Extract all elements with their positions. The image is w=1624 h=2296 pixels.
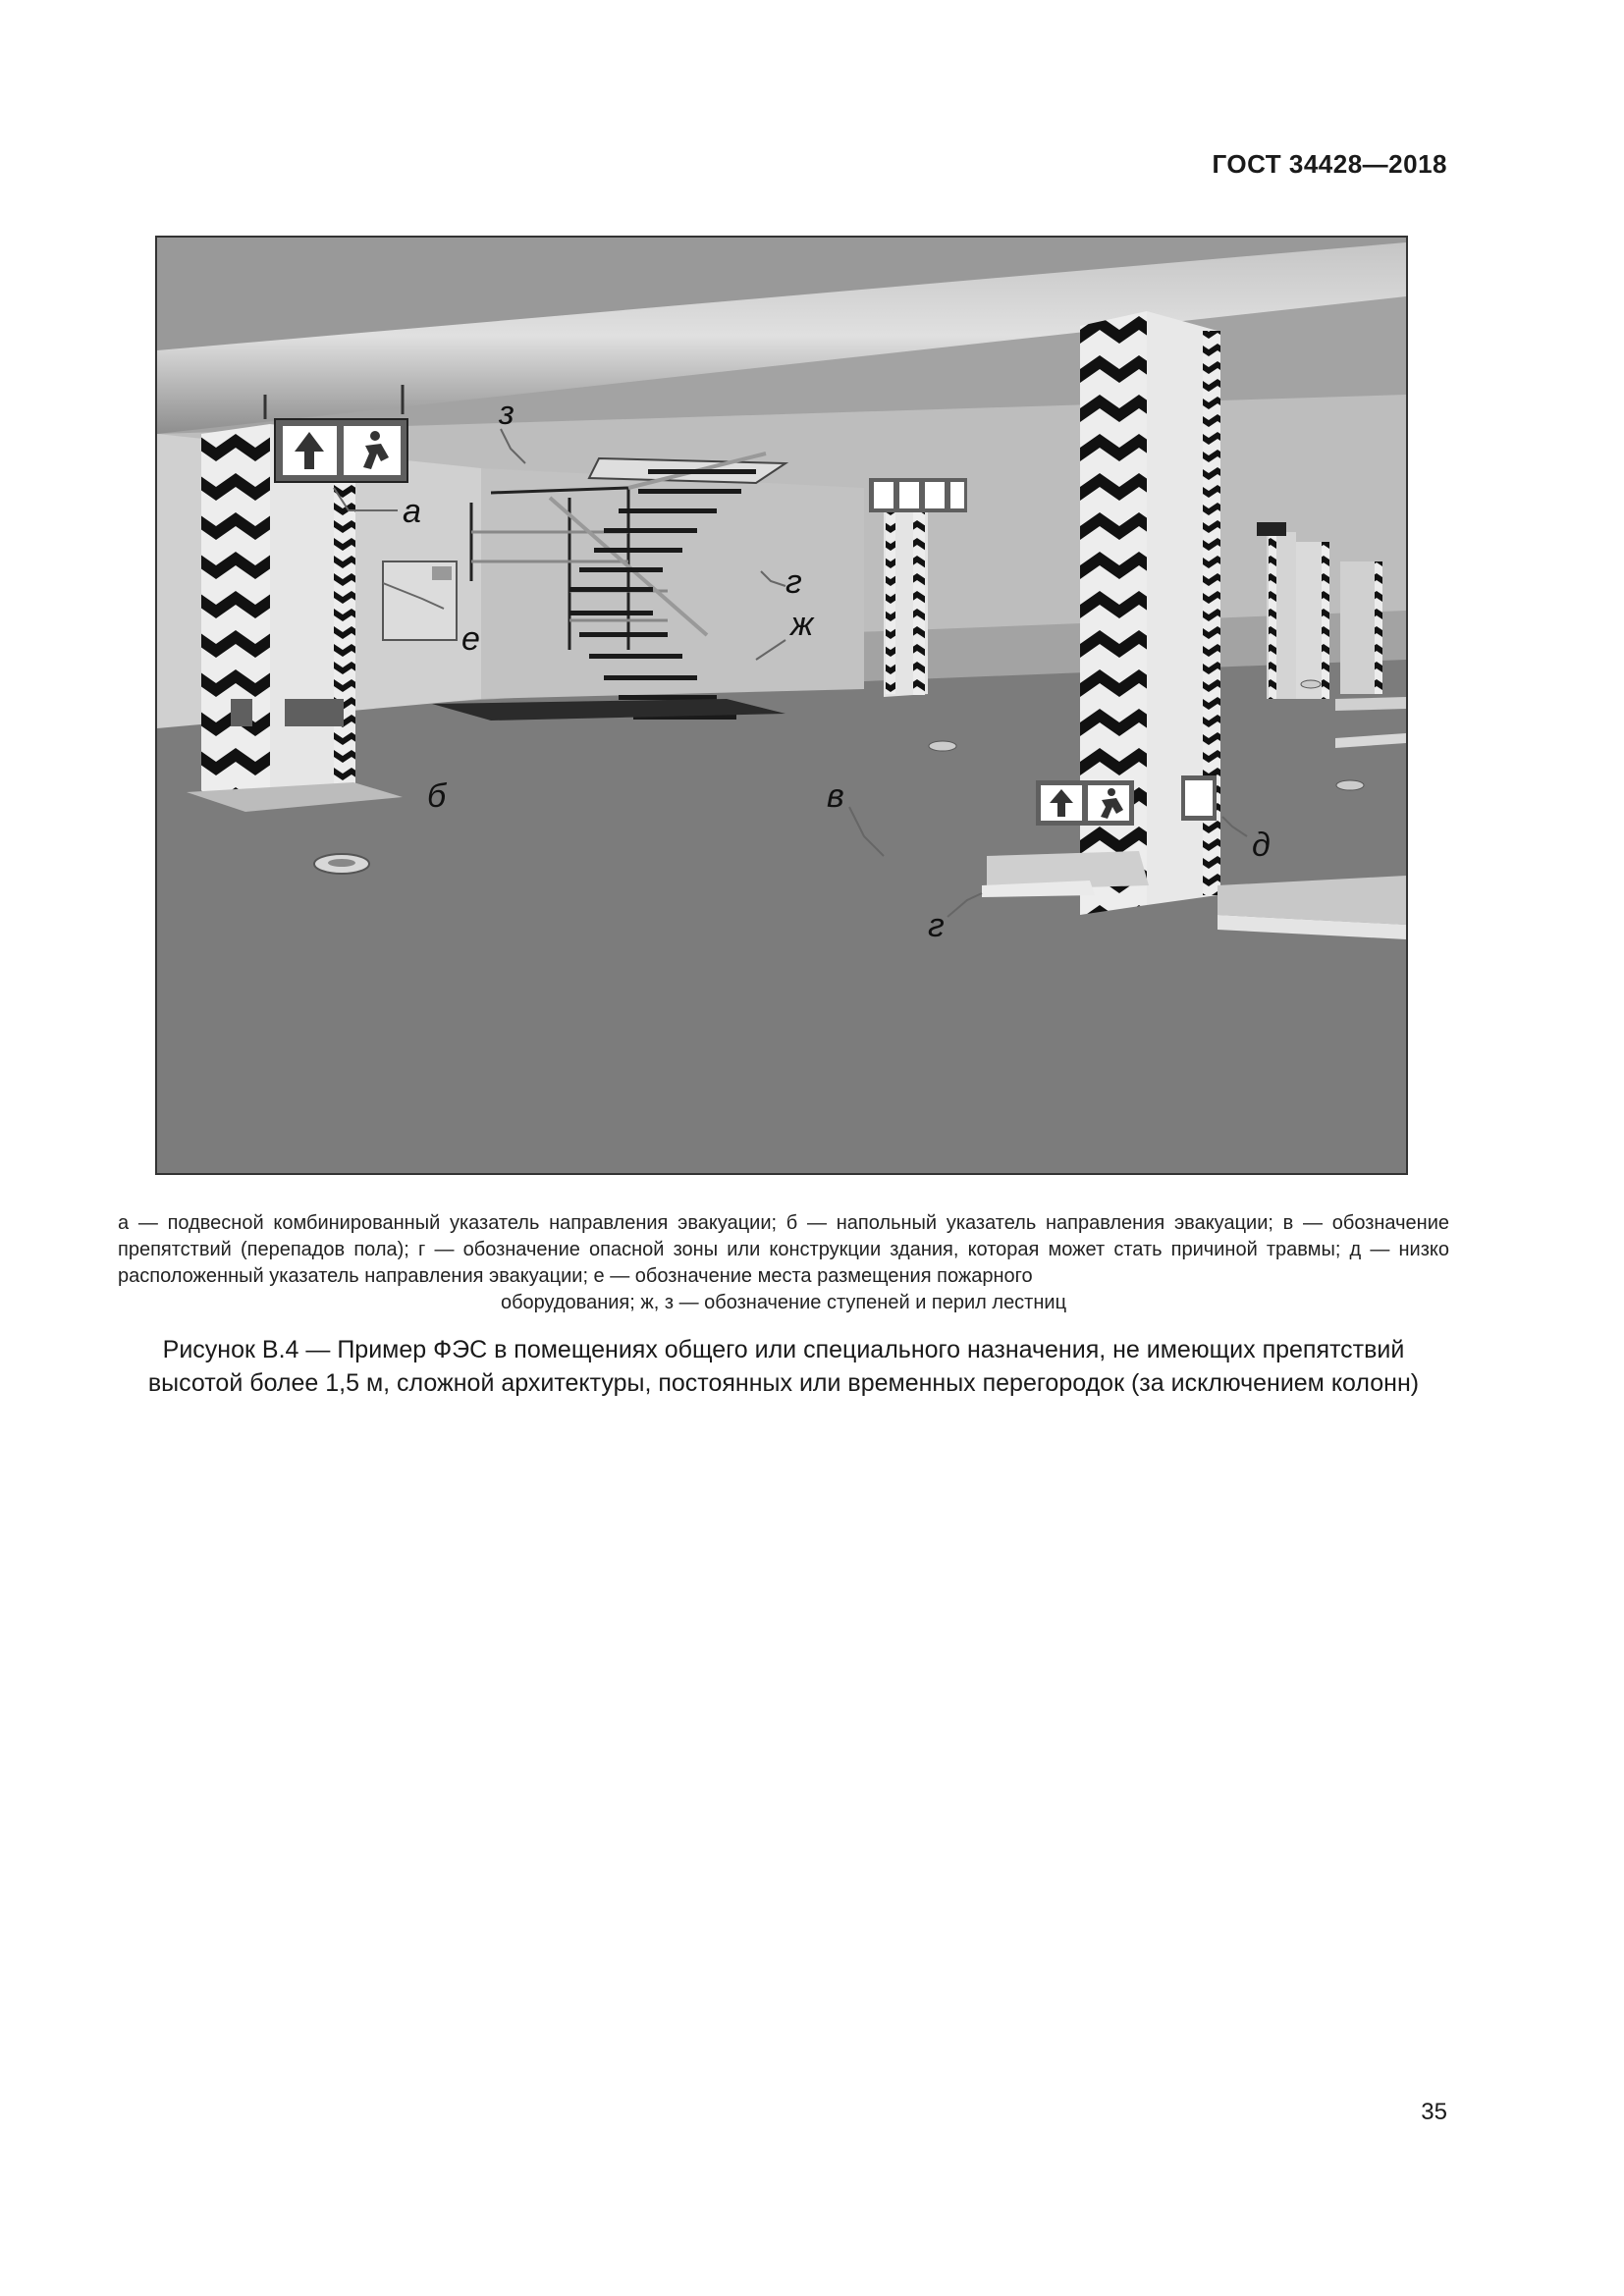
label-g-column: г bbox=[928, 907, 945, 944]
figure-illustration bbox=[155, 236, 1408, 1175]
left-column bbox=[201, 424, 270, 797]
document-header: ГОСТ 34428—2018 bbox=[1212, 149, 1447, 179]
label-z: з bbox=[499, 395, 514, 432]
low-sign-left bbox=[285, 699, 344, 726]
legend-text: а — подвесной комбинированный указатель направления эвакуации; б — напольный указатель направления эвакуации; в — обозначение препятствий (перепадов пола); г — обозначение опасной зоны или конструкции здания, которая может стать причиной травмы; д — низко расположенный указатель направления эвакуации; е — обозначение места размещения пожарного bbox=[118, 1212, 1449, 1287]
label-d: д bbox=[1252, 827, 1271, 864]
caption-line-2: высотой более 1,5 м, сложной архитектуры, постоянных или временных перегородок (за исключением колонн) bbox=[147, 1369, 1420, 1397]
label-e: е bbox=[461, 620, 480, 658]
label-g-stairs: г bbox=[785, 563, 802, 601]
label-zh: ж bbox=[790, 606, 814, 643]
page-number: 35 bbox=[1421, 2099, 1447, 2125]
figure-legend bbox=[118, 1210, 1449, 1316]
label-a: а bbox=[403, 493, 421, 530]
legend-text-end: оборудования; ж, з — обозначение ступеней и перил лестниц bbox=[500, 1292, 1067, 1313]
label-b: б bbox=[427, 777, 447, 815]
figure-caption bbox=[118, 1333, 1449, 1400]
label-v: в bbox=[827, 777, 844, 815]
caption-line-1: Рисунок В.4 — Пример ФЭС в помещениях общего или специального назначения, не имеющих препятствий bbox=[162, 1336, 1405, 1363]
